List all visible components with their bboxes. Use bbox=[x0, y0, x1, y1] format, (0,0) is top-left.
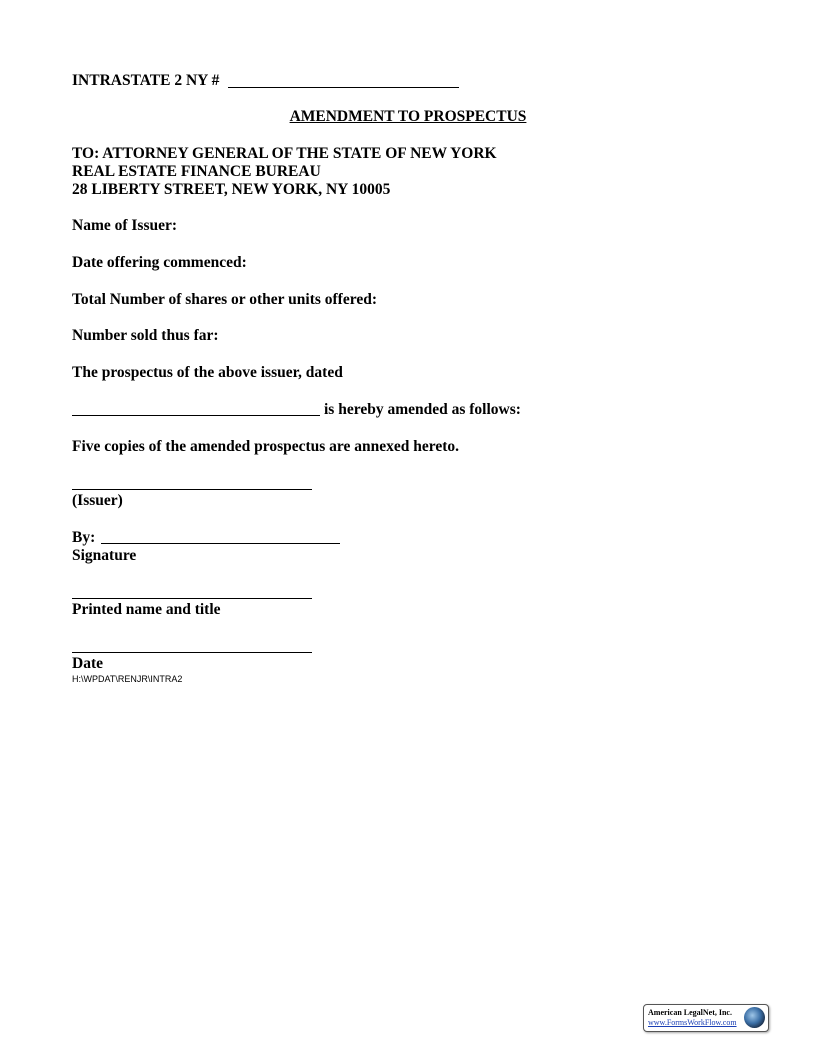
copies-annexed-text: Five copies of the amended prospectus are annexed hereto. bbox=[72, 438, 460, 455]
date-commenced-label: Date offering commenced: bbox=[72, 254, 247, 271]
date-line[interactable] bbox=[72, 652, 312, 653]
date-label: Date bbox=[72, 655, 103, 672]
number-sold-label: Number sold thus far: bbox=[72, 327, 219, 344]
printed-name-label: Printed name and title bbox=[72, 601, 221, 618]
total-units-label: Total Number of shares or other units offered: bbox=[72, 291, 377, 308]
issuer-name-label: Name of Issuer: bbox=[72, 217, 178, 234]
by-signature-line[interactable] bbox=[101, 543, 340, 544]
address-line-3: 28 LIBERTY STREET, NEW YORK, NY 10005 bbox=[72, 181, 391, 198]
prospectus-dated-label: The prospectus of the above issuer, dated bbox=[72, 364, 343, 381]
address-line-1: TO: ATTORNEY GENERAL OF THE STATE OF NEW YORK bbox=[72, 145, 497, 162]
forms-workflow-badge[interactable] bbox=[643, 1004, 769, 1032]
address-line-2: REAL ESTATE FINANCE BUREAU bbox=[72, 163, 321, 180]
issuer-label: (Issuer) bbox=[72, 492, 123, 509]
globe-logo-icon bbox=[744, 1007, 765, 1028]
page-title: AMENDMENT TO PROSPECTUS bbox=[289, 108, 527, 125]
issuer-signature-line[interactable] bbox=[72, 489, 312, 490]
signature-label: Signature bbox=[72, 547, 137, 564]
printed-name-line[interactable] bbox=[72, 598, 312, 599]
prospectus-date-field[interactable] bbox=[72, 415, 320, 416]
by-label: By: bbox=[72, 529, 96, 546]
amended-as-follows-label: is hereby amended as follows: bbox=[324, 401, 521, 418]
intrastate-label: INTRASTATE 2 NY # bbox=[72, 72, 220, 89]
badge-url-link[interactable]: www.FormsWorkFlow.com bbox=[648, 1018, 737, 1027]
intrastate-number-field[interactable] bbox=[228, 87, 459, 88]
badge-company: American LegalNet, Inc. bbox=[648, 1008, 732, 1017]
file-path: H:\WPDAT\RENJR\INTRA2 bbox=[72, 674, 183, 684]
